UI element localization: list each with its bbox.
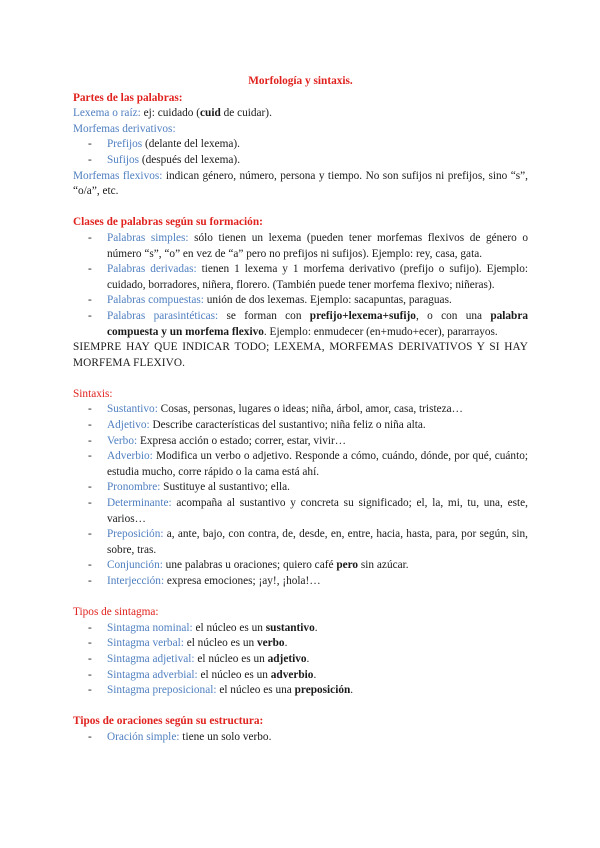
label-sintagma-adjetival: Sintagma adjetival:	[107, 652, 195, 665]
list-item-simples	[107, 231, 528, 262]
bold-adjetivo: adjetivo	[267, 652, 307, 665]
label-adjetivo: Adjetivo:	[107, 419, 150, 432]
heading-sintaxis: Sintaxis:	[73, 387, 113, 400]
list-clases	[73, 231, 528, 340]
list-item-sintagma-verbal	[107, 636, 528, 652]
text-preposicion: a, ante, bajo, con contra, de, desde, en, entre, hacia, hasta, para, por según, sin, sobre, tras.	[107, 528, 528, 556]
label-derivativos: Morfemas derivativos:	[73, 122, 176, 135]
list-item-parasinteticas	[107, 309, 528, 340]
text-conjuncion-b: sin azúcar.	[358, 559, 409, 572]
text-oracion-simple: tiene un solo verbo.	[179, 730, 272, 743]
text-prefijos: (delante del lexema).	[142, 138, 241, 151]
label-conjuncion: Conjunción:	[107, 559, 163, 572]
list-item-derivadas	[107, 262, 528, 293]
text-simples: sólo tienen un lexema (pueden tener morfemas flexivos de género o número “s”, “o” en vez de “a” pero no prefijos ni sufijos). Ejemplo: rey, casa, gata.	[107, 231, 528, 260]
text-adjetivo: Describe características del sustantivo; niña feliz o niña alta.	[149, 419, 426, 432]
label-parasinteticas: Palabras parasintéticas:	[107, 309, 219, 322]
end-sintagma-verbal: .	[284, 637, 288, 650]
list-item-sufijos	[107, 153, 528, 169]
text-sintagma-preposicional: el núcleo es una	[216, 684, 295, 697]
label-interjeccion: Interjección:	[107, 575, 165, 587]
heading-clases: Clases de palabras según su formación:	[73, 216, 263, 229]
text-conjuncion-a: une palabras u oraciones; quiero café	[162, 559, 337, 572]
list-item-determinante	[107, 496, 528, 527]
list-item-sintagma-adjetival	[107, 652, 528, 668]
text-parasinteticas-b: , o con una	[415, 309, 491, 322]
list-derivativos	[73, 137, 528, 168]
list-item-verbo	[107, 434, 528, 450]
text-sustantivo: Cosas, personas, lugares o ideas; niña, árbol, amor, casa, tristeza…	[157, 403, 463, 416]
list-item-preposicion	[107, 527, 528, 558]
text-sintagma-nominal: el núcleo es un	[192, 621, 266, 634]
end-sintagma-adverbial: .	[313, 668, 317, 681]
text-lexema-a: ej: cuidado (	[140, 107, 201, 120]
list-item-sintagma-preposicional	[107, 683, 528, 699]
text-verbo: Expresa acción o estado; correr, estar, vivir…	[137, 434, 347, 447]
spacer	[73, 590, 528, 606]
text-determinante: acompaña al sustantivo y concreta su significado; el, la, mi, tu, una, este, varios…	[107, 497, 528, 525]
spacer	[73, 699, 528, 715]
label-simples: Palabras simples:	[107, 231, 189, 244]
list-item-interjeccion	[107, 574, 528, 590]
list-item-prefijos	[107, 137, 528, 153]
label-sustantivo: Sustantivo:	[107, 403, 158, 416]
label-flexivos: Morfemas flexivos:	[73, 169, 163, 182]
label-determinante: Determinante:	[107, 497, 172, 510]
label-sufijos: Sufijos	[107, 153, 140, 166]
text-adverbio: Modifica un verbo o adjetivo. Responde a cómo, cuándo, dónde, por qué, cuánto; estudia mucho, corre rápido o la cama está ahí.	[107, 450, 528, 478]
label-verbo: Verbo:	[107, 434, 138, 447]
document-title: Morfología y sintaxis.	[248, 75, 353, 87]
text-parasinteticas-c: . Ejemplo: enmudecer (en+mudo+ecer), pararrayos.	[263, 325, 498, 338]
text-interjeccion: expresa emociones; ¡ay!, ¡hola!…	[164, 575, 321, 587]
list-item-adverbio	[107, 449, 528, 480]
spacer	[73, 200, 528, 216]
text-pronombre: Sustituye al sustantivo; ella.	[160, 481, 290, 494]
bold-prefijo-lexema-sufijo: prefijo+lexema+sufijo	[309, 309, 416, 322]
bold-sustantivo: sustantivo	[265, 621, 315, 634]
heading-sintagma: Tipos de sintagma:	[73, 606, 159, 619]
para-lexema	[73, 106, 528, 122]
label-sintagma-adverbial: Sintagma adverbial:	[107, 668, 198, 681]
text-sintagma-adjetival: el núcleo es un	[194, 652, 268, 665]
label-preposicion: Preposición:	[107, 528, 164, 541]
bold-cuid: cuid	[200, 107, 221, 120]
list-item-conjuncion	[107, 558, 528, 574]
list-item-pronombre	[107, 480, 528, 496]
label-sintagma-preposicional: Sintagma preposicional:	[107, 684, 217, 697]
list-sintaxis	[73, 402, 528, 589]
bold-pero: pero	[336, 559, 359, 572]
label-sintagma-nominal: Sintagma nominal:	[107, 621, 193, 634]
list-item-adjetivo	[107, 418, 528, 434]
text-sintagma-verbal: el núcleo es un	[183, 637, 257, 650]
heading-partes: Partes de las palabras:	[73, 91, 183, 104]
label-sintagma-verbal: Sintagma verbal:	[107, 637, 184, 650]
label-oracion-simple: Oración simple:	[107, 730, 180, 743]
list-item-compuestas	[107, 293, 528, 309]
list-sintagma	[73, 621, 528, 699]
end-sintagma-adjetival: .	[306, 652, 310, 665]
label-compuestas: Palabras compuestas:	[107, 294, 204, 307]
bold-verbo: verbo	[256, 637, 285, 650]
list-item-sintagma-adverbial	[107, 668, 528, 684]
text-sufijos: (después del lexema).	[139, 153, 241, 166]
text-flexivos: indican género, número, persona y tiempo. No son sufijos ni prefijos, sino “s”, “o/a”, etc.	[73, 169, 528, 198]
label-lexema: Lexema o raíz:	[73, 107, 141, 120]
label-pronombre: Pronombre:	[107, 481, 161, 494]
text-derivadas: tienen 1 lexema y 1 morfema derivativo (prefijo o sufijo). Ejemplo: cuidado, borradores, niñera, florero. (También puede tener morfema flexivo; niñeras).	[107, 263, 528, 291]
end-sintagma-preposicional: .	[350, 684, 354, 697]
label-derivadas: Palabras derivadas:	[107, 263, 197, 276]
para-flexivos	[73, 169, 528, 200]
text-compuestas: unión de dos lexemas. Ejemplo: sacapuntas, paraguas.	[203, 294, 452, 307]
heading-oraciones: Tipos de oraciones según su estructura:	[73, 715, 264, 728]
text-sintagma-adverbial: el núcleo es un	[197, 668, 271, 681]
list-oraciones	[73, 730, 528, 746]
text-parasinteticas-a: se forman con	[218, 309, 310, 322]
bold-adverbio: adverbio	[270, 668, 314, 681]
note-siempre: SIEMPRE HAY QUE INDICAR TODO; LEXEMA, MORFEMAS DERIVATIVOS Y SI HAY MORFEMA FLEXIVO.	[73, 341, 528, 369]
text-lexema-b: de cuidar).	[220, 107, 272, 120]
list-item-oracion-simple	[107, 730, 528, 746]
list-item-sintagma-nominal	[107, 621, 528, 637]
bold-palabra-compuesta: palabra compuesta y un morfema flexivo	[107, 309, 528, 338]
label-prefijos: Prefijos	[107, 138, 143, 151]
bold-preposicion: preposición	[294, 684, 351, 697]
end-sintagma-nominal: .	[314, 621, 318, 634]
list-item-sustantivo	[107, 402, 528, 418]
spacer	[73, 371, 528, 387]
label-adverbio: Adverbio:	[107, 450, 153, 463]
